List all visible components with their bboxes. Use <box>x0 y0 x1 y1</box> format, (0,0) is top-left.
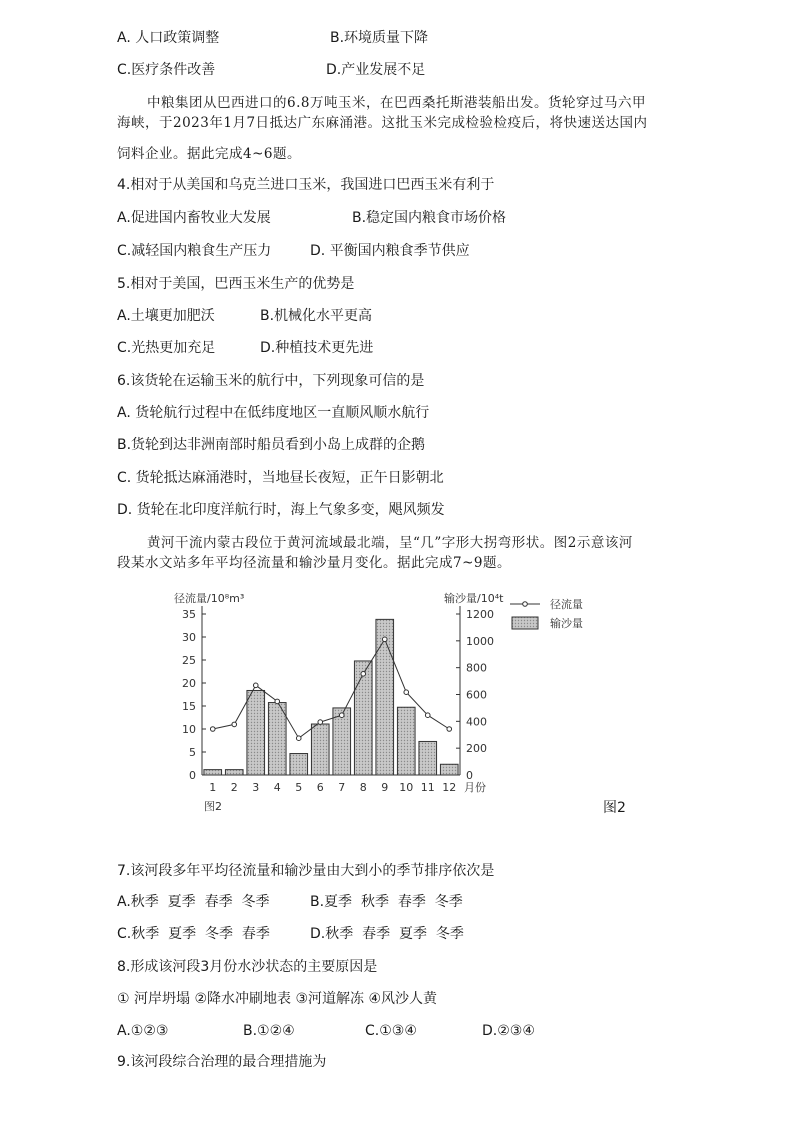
runoff-point <box>382 637 387 642</box>
runoff-point <box>339 713 344 718</box>
q4-option-b: B.稳定国内粮食市场价格 <box>352 210 507 226</box>
q8-option-d: D.②③④ <box>482 1023 535 1039</box>
runoff-point <box>275 699 280 704</box>
right-tick-label: 800 <box>466 661 487 675</box>
left-tick-label: 25 <box>182 654 196 667</box>
sediment-bar <box>419 741 437 775</box>
runoff-sediment-chart <box>160 586 630 816</box>
x-tick-label: 11 <box>420 781 435 794</box>
x-tick-label: 3 <box>252 781 260 794</box>
q7-option-b: B.夏季 秋季 春季 冬季 <box>310 894 463 910</box>
right-tick-label: 1000 <box>466 634 494 648</box>
sediment-bar <box>225 770 243 775</box>
figure-side-label: 图2 <box>603 800 626 816</box>
q3-option-c: C.医疗条件改善 <box>117 62 216 78</box>
runoff-point <box>447 727 452 732</box>
runoff-point <box>361 672 366 677</box>
left-tick-label: 20 <box>182 677 196 690</box>
q7-option-a: A.秋季 夏季 春季 冬季 <box>117 894 270 910</box>
right-axis-title: 输沙量/10⁴t <box>444 592 504 605</box>
q4-option-a: A.促进国内畜牧业大发展 <box>117 210 271 226</box>
q9-stem: 9.该河段综合治理的最合理措施为 <box>117 1054 327 1070</box>
sediment-bar <box>247 690 265 775</box>
x-axis-title: 月份 <box>464 781 486 794</box>
x-tick-label: 5 <box>295 781 303 794</box>
left-tick-label: 0 <box>189 769 196 782</box>
chart-caption: 图2 <box>204 800 222 813</box>
x-tick-label: 7 <box>338 781 346 794</box>
passage1-line2: 海峡，于2023年1月7日抵达广东麻涌港。这批玉米完成检验检疫后，将快速送达国内 <box>117 115 648 131</box>
sediment-bar <box>354 661 372 775</box>
x-tick-label: 9 <box>381 781 389 794</box>
q6-option-a: A. 货轮航行过程中在低纬度地区一直顺风顺水航行 <box>117 405 430 421</box>
sediment-bar <box>397 707 415 775</box>
legend-line-label: 径流量 <box>550 598 583 611</box>
x-tick-label: 8 <box>359 781 367 794</box>
passage2-line1: 黄河干流内蒙古段位于黄河流域最北端，呈“几”字形大拐弯形状。图2示意该河 <box>147 535 633 551</box>
q8-option-b: B.①②④ <box>243 1023 295 1039</box>
left-axis-title: 径流量/10⁸m³ <box>174 592 245 605</box>
q5-option-a: A.土壤更加肥沃 <box>117 308 215 324</box>
q6-stem: 6.该货轮在运输玉米的航行中，下列现象可信的是 <box>117 373 425 389</box>
x-tick-label: 4 <box>273 781 281 794</box>
q5-stem: 5.相对于美国，巴西玉米生产的优势是 <box>117 276 355 292</box>
legend-bar-swatch <box>512 617 538 629</box>
runoff-point <box>232 722 237 727</box>
passage1-line1: 中粮集团从巴西进口的6.8万吨玉米，在巴西桑托斯港装船出发。货轮穿过马六甲 <box>147 95 646 111</box>
sediment-bar <box>204 770 222 775</box>
q6-option-b: B.货轮到达非洲南部时船员看到小岛上成群的企鹅 <box>117 437 426 453</box>
x-tick-label: 12 <box>442 781 457 794</box>
sediment-bars <box>204 619 458 775</box>
runoff-point <box>253 683 258 688</box>
right-tick-label: 200 <box>466 742 487 756</box>
q7-option-c: C.秋季 夏季 冬季 春季 <box>117 926 270 942</box>
sediment-bar <box>290 754 308 775</box>
runoff-point <box>318 720 323 725</box>
legend-bar-label: 输沙量 <box>550 617 583 630</box>
x-tick-label: 1 <box>209 781 217 794</box>
left-tick-label: 10 <box>182 723 196 736</box>
q5-option-d: D.种植技术更先进 <box>260 340 374 356</box>
passage1-line3: 饲料企业。据此完成4~6题。 <box>117 146 301 162</box>
q6-option-c: C. 货轮抵达麻涌港时，当地昼长夜短，正午日影朝北 <box>117 470 444 486</box>
q3-option-a: A. 人口政策调整 <box>117 30 220 46</box>
sediment-bar <box>311 724 329 775</box>
legend-line-marker <box>523 602 528 607</box>
runoff-point <box>425 713 430 718</box>
q6-option-d: D. 货轮在北印度洋航行时，海上气象多变，飓风频发 <box>117 502 445 518</box>
q8-option-a: A.①②③ <box>117 1023 169 1039</box>
runoff-point <box>404 690 409 695</box>
left-tick-label: 15 <box>182 700 196 713</box>
left-tick-label: 30 <box>182 631 196 644</box>
right-tick-label: 0 <box>466 769 473 782</box>
q8-items: ① 河岸坍塌 ②降水冲刷地表 ③河道解冻 ④风沙人黄 <box>117 991 438 1007</box>
x-tick-label: 2 <box>230 781 238 794</box>
left-tick-label: 35 <box>182 608 196 621</box>
passage2-line2: 段某水文站多年平均径流量和输沙量月变化。据此完成7~9题。 <box>117 555 511 571</box>
runoff-point <box>296 736 301 741</box>
left-tick-label: 5 <box>189 746 196 759</box>
q7-stem: 7.该河段多年平均径流量和输沙量由大到小的季节排序依次是 <box>117 863 495 879</box>
q4-option-c: C.减轻国内粮食生产压力 <box>117 243 272 259</box>
q5-option-b: B.机械化水平更高 <box>260 308 373 324</box>
sediment-bar <box>268 703 286 775</box>
q7-option-d: D.秋季 春季 夏季 冬季 <box>310 926 464 942</box>
q4-option-d: D. 平衡国内粮食季节供应 <box>310 243 470 259</box>
sediment-bar <box>376 619 394 775</box>
right-tick-label: 600 <box>466 688 487 702</box>
q8-stem: 8.形成该河段3月份水沙状态的主要原因是 <box>117 959 378 975</box>
q3-option-b: B.环境质量下降 <box>330 30 429 46</box>
x-tick-label: 6 <box>316 781 324 794</box>
sediment-bar <box>440 764 458 775</box>
x-tick-label: 10 <box>399 781 414 794</box>
q8-option-c: C.①③④ <box>365 1023 417 1039</box>
q4-stem: 4.相对于从美国和乌克兰进口玉米，我国进口巴西玉米有利于 <box>117 177 495 193</box>
q3-option-d: D.产业发展不足 <box>326 62 426 78</box>
right-tick-label: 1200 <box>466 608 494 621</box>
runoff-point <box>210 727 215 732</box>
right-tick-label: 400 <box>466 715 487 729</box>
q5-option-c: C.光热更加充足 <box>117 340 216 356</box>
